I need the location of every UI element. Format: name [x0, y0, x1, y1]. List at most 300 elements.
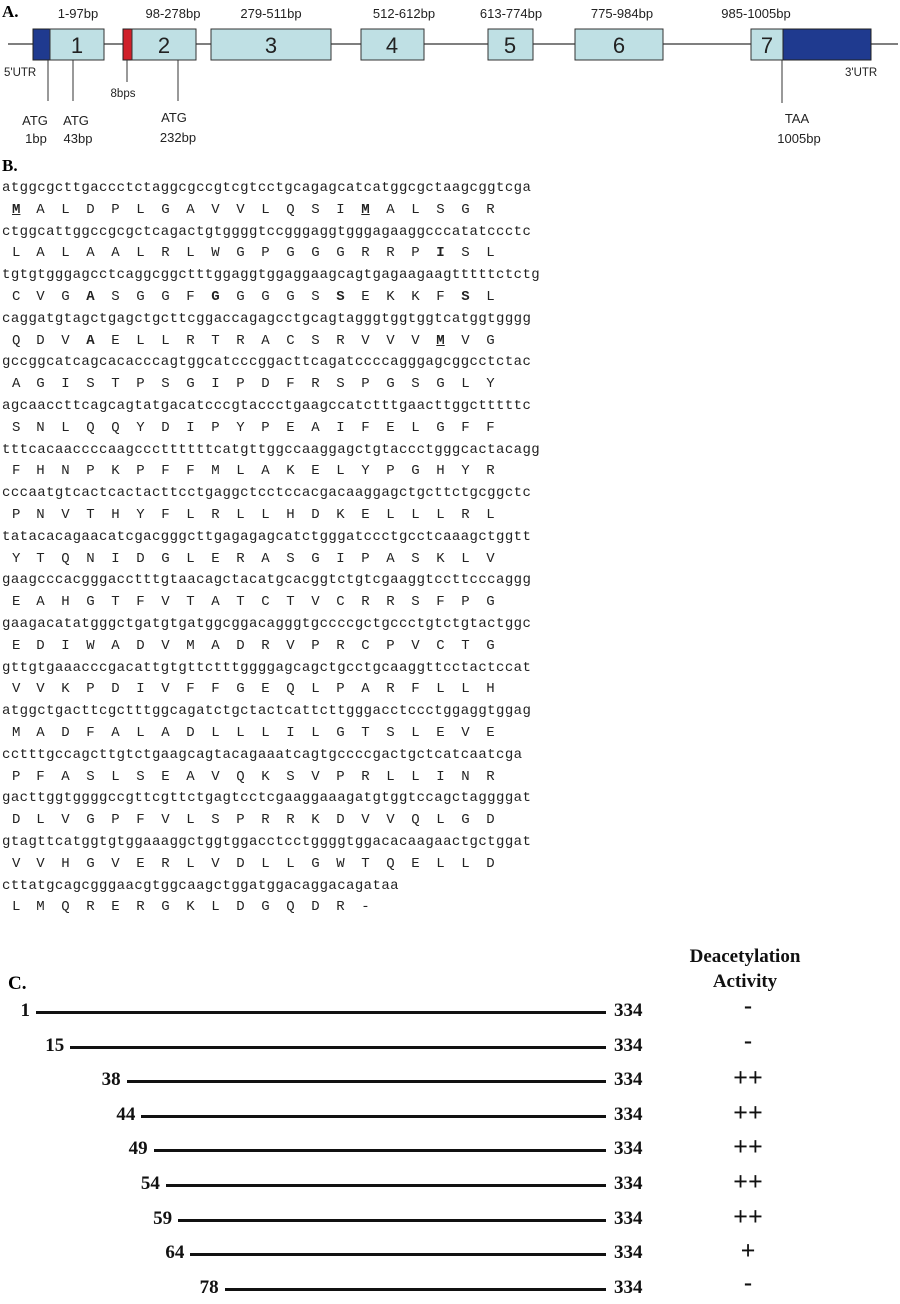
- panel-c-letter: C.: [8, 973, 27, 994]
- construct-end-number: 334: [614, 1207, 643, 1229]
- amino-acid: V: [211, 855, 220, 872]
- amino-acid: Q: [386, 855, 395, 872]
- protein-sequence-line: [2, 592, 540, 614]
- amino-acid: A: [261, 463, 270, 480]
- amino-acid: L: [311, 724, 320, 741]
- amino-acid: C: [436, 637, 445, 654]
- amino-acid: V: [111, 855, 120, 872]
- amino-acid: T: [186, 594, 195, 611]
- amino-acid: P: [261, 245, 270, 262]
- amino-acid: R: [236, 332, 245, 349]
- amino-acid: F: [411, 681, 420, 698]
- exon-6-range: 775-984bp: [590, 6, 654, 21]
- amino-acid: Q: [286, 899, 295, 916]
- dna-sequence-line: cctttgccagcttgtctgaagcagtacagaaatcagtgccccgactgctcatcaatcga: [2, 746, 523, 763]
- amino-acid: T: [86, 506, 95, 523]
- amino-acid: D: [486, 855, 495, 872]
- amino-acid: P: [86, 681, 95, 698]
- amino-acid: D: [311, 899, 320, 916]
- sequence-alignment: [2, 178, 540, 919]
- amino-acid: A: [111, 637, 120, 654]
- amino-acid: A: [261, 332, 270, 349]
- amino-acid: V: [161, 681, 170, 698]
- dna-sequence-line: gtagttcatggtgtggaaaggctggtggacctcctggggtggacacaagaactgctggat: [2, 833, 532, 850]
- amino-acid: V: [12, 681, 21, 698]
- exon-5: [480, 6, 542, 60]
- amino-acid: T: [236, 594, 245, 611]
- dna-sequence-line: gttgtgaaacccgacattgtgttctttggggagcagctgcctgcaaggttcctactccat: [2, 659, 532, 676]
- amino-acid: V: [161, 594, 170, 611]
- amino-acid: D: [486, 812, 495, 829]
- amino-acid: P: [136, 463, 145, 480]
- amino-acid: G: [86, 812, 95, 829]
- amino-acid: I: [136, 681, 145, 698]
- atg-43-pos: 43bp: [63, 131, 93, 146]
- amino-acid: P: [86, 463, 95, 480]
- utr3-box: [783, 29, 871, 60]
- amino-acid: G: [286, 288, 295, 305]
- amino-acid: S: [286, 550, 295, 567]
- amino-acid: H: [61, 594, 70, 611]
- amino-acid: P: [386, 637, 395, 654]
- amino-acid: L: [136, 201, 145, 218]
- amino-acid: E: [286, 419, 295, 436]
- amino-acid: G: [186, 376, 195, 393]
- amino-acid: S: [411, 594, 420, 611]
- amino-acid: A: [161, 724, 170, 741]
- exon-2: [132, 6, 200, 60]
- amino-acid: V: [211, 201, 220, 218]
- amino-acid: I: [436, 245, 445, 262]
- amino-acid: G: [411, 463, 420, 480]
- amino-acid: L: [211, 724, 220, 741]
- protein-sequence-line: [2, 287, 540, 309]
- amino-acid: V: [236, 201, 245, 218]
- construct-end-number: 334: [614, 1034, 643, 1056]
- construct-start-number: 54: [140, 1173, 160, 1194]
- amino-acid: L: [236, 463, 245, 480]
- exon-1-number: 1: [70, 33, 84, 58]
- amino-acid: G: [461, 812, 470, 829]
- amino-acid: G: [161, 550, 170, 567]
- amino-acid: T: [361, 855, 370, 872]
- amino-acid: P: [336, 768, 345, 785]
- amino-acid: N: [86, 550, 95, 567]
- amino-acid: T: [286, 594, 295, 611]
- amino-acid: L: [411, 201, 420, 218]
- amino-acid: Y: [486, 376, 495, 393]
- amino-acid: P: [311, 637, 320, 654]
- amino-acid: S: [436, 201, 445, 218]
- amino-acid: T: [36, 550, 45, 567]
- construct-end-number: 334: [614, 1103, 643, 1125]
- amino-acid: Q: [286, 681, 295, 698]
- amino-acid: L: [286, 855, 295, 872]
- amino-acid: L: [461, 681, 470, 698]
- amino-acid: E: [386, 419, 395, 436]
- taa-pos: 1005bp: [777, 131, 821, 146]
- amino-acid: S: [336, 288, 345, 305]
- exon-6-number: 6: [612, 33, 626, 58]
- amino-acid: H: [36, 463, 45, 480]
- amino-acid: H: [286, 506, 295, 523]
- amino-acid: F: [211, 681, 220, 698]
- amino-acid: L: [486, 245, 495, 262]
- amino-acid: L: [186, 812, 195, 829]
- amino-acid: L: [161, 332, 170, 349]
- construct-start-number: 59: [153, 1207, 173, 1229]
- amino-acid: E: [12, 637, 21, 654]
- construct-activity: -: [744, 993, 752, 1019]
- amino-acid: G: [486, 332, 495, 349]
- amino-acid: M: [36, 899, 45, 916]
- utr3-label: 3'UTR: [845, 67, 878, 79]
- amino-acid: P: [12, 506, 21, 523]
- amino-acid: L: [436, 855, 445, 872]
- construct-start-number: 38: [101, 1069, 121, 1091]
- amino-acid: G: [236, 288, 245, 305]
- construct-line: [178, 1219, 606, 1222]
- amino-acid: F: [136, 594, 145, 611]
- amino-acid: A: [111, 724, 120, 741]
- amino-acid: Y: [461, 463, 470, 480]
- amino-acid: I: [61, 637, 70, 654]
- amino-acid: W: [211, 245, 220, 262]
- dna-sequence-line: gaagacatatgggctgatgtgatggcggacagggtgccccgctgccctgtctgtactggc: [2, 615, 532, 632]
- amino-acid: A: [86, 288, 95, 305]
- amino-acid: S: [411, 550, 420, 567]
- amino-acid: D: [86, 201, 95, 218]
- amino-acid: R: [86, 899, 95, 916]
- amino-acid: V: [386, 332, 395, 349]
- amino-acid: R: [286, 812, 295, 829]
- exon-7: [721, 6, 790, 60]
- amino-acid: F: [361, 419, 370, 436]
- amino-acid: I: [436, 768, 445, 785]
- amino-acid: Y: [136, 419, 145, 436]
- amino-acid: K: [111, 463, 120, 480]
- amino-acid: Q: [411, 812, 420, 829]
- amino-acid: L: [461, 376, 470, 393]
- amino-acid: G: [211, 288, 220, 305]
- amino-acid: S: [461, 288, 470, 305]
- amino-acid: A: [12, 376, 21, 393]
- amino-acid: W: [336, 855, 345, 872]
- amino-acid: L: [261, 724, 270, 741]
- amino-acid: K: [411, 288, 420, 305]
- amino-acid: G: [486, 594, 495, 611]
- amino-acid: P: [136, 376, 145, 393]
- amino-acid: G: [436, 376, 445, 393]
- amino-acid: D: [336, 812, 345, 829]
- amino-acid: V: [61, 812, 70, 829]
- exon-5-range: 613-774bp: [479, 6, 543, 21]
- construct-line: [154, 1149, 606, 1152]
- exon-4-number: 4: [385, 33, 399, 58]
- amino-acid: T: [361, 724, 370, 741]
- amino-acid: G: [286, 245, 295, 262]
- amino-acid: P: [361, 550, 370, 567]
- amino-acid: G: [336, 724, 345, 741]
- dna-sequence-line: gaagcccacgggacctttgtaacagctacatgcacggtctgtcgaaggtccttcccaggg: [2, 572, 532, 589]
- amino-acid: R: [161, 855, 170, 872]
- amino-acid: E: [12, 594, 21, 611]
- amino-acid: Q: [61, 899, 70, 916]
- dna-sequence-line: gccggcatcagcacacccagtggcatcccggacttcagatccccagggagcggcctctac: [2, 354, 532, 371]
- amino-acid: L: [136, 245, 145, 262]
- amino-acid: D: [161, 419, 170, 436]
- amino-acid: G: [311, 550, 320, 567]
- protein-sequence-line: [2, 549, 540, 571]
- amino-acid: A: [211, 594, 220, 611]
- amino-acid: L: [61, 201, 70, 218]
- protein-sequence-line: [2, 767, 540, 789]
- amino-acid: S: [86, 768, 95, 785]
- amino-acid: L: [386, 768, 395, 785]
- protein-sequence-line: [2, 505, 540, 527]
- amino-acid: L: [186, 506, 195, 523]
- construct-activity: -: [744, 1269, 752, 1296]
- amino-acid: L: [486, 506, 495, 523]
- amino-acid: F: [161, 506, 170, 523]
- amino-acid: K: [186, 899, 195, 916]
- amino-acid: Y: [361, 463, 370, 480]
- dna-sequence-line: cttatgcagcgggaacgtggcaagctggatggacaggacagataa: [2, 877, 399, 894]
- amino-acid: G: [86, 855, 95, 872]
- amino-acid: E: [111, 332, 120, 349]
- amino-acid: A: [36, 201, 45, 218]
- amino-acid: L: [261, 506, 270, 523]
- amino-acid: Q: [111, 419, 120, 436]
- amino-acid: L: [186, 550, 195, 567]
- amino-acid: R: [361, 245, 370, 262]
- exon-3: [211, 6, 331, 60]
- amino-acid: P: [386, 463, 395, 480]
- amino-acid: H: [486, 681, 495, 698]
- protein-sequence-line: [2, 854, 540, 876]
- amino-acid: L: [186, 855, 195, 872]
- construct-activity: ++: [733, 1201, 763, 1231]
- amino-acid: E: [486, 724, 495, 741]
- amino-acid: P: [411, 245, 420, 262]
- amino-acid: H: [61, 855, 70, 872]
- amino-acid: Q: [236, 768, 245, 785]
- amino-acid: Q: [86, 419, 95, 436]
- amino-acid: P: [111, 812, 120, 829]
- amino-acid: R: [261, 637, 270, 654]
- amino-acid: P: [361, 376, 370, 393]
- amino-acid: I: [336, 201, 345, 218]
- amino-acid: A: [186, 201, 195, 218]
- amino-acid: M: [12, 201, 21, 218]
- amino-acid: R: [386, 245, 395, 262]
- amino-acid: Y: [12, 550, 21, 567]
- amino-acid: S: [161, 376, 170, 393]
- construct-start-number: 64: [165, 1242, 185, 1264]
- amino-acid: S: [336, 376, 345, 393]
- construct-end-number: 334: [614, 1138, 643, 1160]
- amino-acid: R: [361, 594, 370, 611]
- amino-acid: S: [111, 288, 120, 305]
- amino-acid: L: [136, 724, 145, 741]
- construct-start-number: 1: [20, 1000, 30, 1021]
- amino-acid: -: [361, 899, 370, 916]
- amino-acid: S: [136, 768, 145, 785]
- construct-activity: ++: [733, 1063, 763, 1093]
- amino-acid: V: [411, 637, 420, 654]
- amino-acid: L: [61, 419, 70, 436]
- protein-sequence-line: [2, 461, 540, 483]
- amino-acid: D: [236, 855, 245, 872]
- amino-acid: E: [261, 681, 270, 698]
- amino-acid: A: [61, 768, 70, 785]
- protein-sequence-line: [2, 810, 540, 832]
- protein-sequence-line: [2, 723, 540, 745]
- amino-acid: E: [211, 550, 220, 567]
- panel-b-letter: B.: [2, 156, 18, 175]
- amino-acid: D: [36, 332, 45, 349]
- amino-acid: G: [236, 245, 245, 262]
- insert-8bp-box: [123, 29, 132, 60]
- amino-acid: I: [286, 724, 295, 741]
- amino-acid: V: [486, 550, 495, 567]
- amino-acid: A: [36, 245, 45, 262]
- amino-acid: P: [336, 681, 345, 698]
- amino-acid: P: [211, 419, 220, 436]
- amino-acid: A: [261, 550, 270, 567]
- activity-header-line2: Activity: [712, 971, 778, 992]
- amino-acid: A: [111, 245, 120, 262]
- amino-acid: L: [261, 201, 270, 218]
- dna-sequence-line: agcaaccttcagcagtatgacatcccgtaccctgaagccatctttgaacttggctttttc: [2, 397, 532, 414]
- amino-acid: C: [261, 594, 270, 611]
- activity-header-line1: Deacetylation: [689, 946, 801, 967]
- construct-line: [127, 1080, 606, 1083]
- amino-acid: G: [386, 376, 395, 393]
- amino-acid: K: [261, 768, 270, 785]
- exon-7-number: 7: [760, 33, 774, 58]
- amino-acid: C: [286, 332, 295, 349]
- dna-sequence-line: atggcgcttgaccctctaggcgccgtcgtcctgcagagcatcatggcgctaagcggtcga: [2, 180, 532, 196]
- amino-acid: E: [311, 463, 320, 480]
- amino-acid: V: [211, 768, 220, 785]
- amino-acid: V: [36, 855, 45, 872]
- exon-3-range: 279-511bp: [240, 6, 302, 21]
- amino-acid: I: [186, 419, 195, 436]
- protein-sequence-line: [2, 331, 540, 353]
- amino-acid: R: [311, 376, 320, 393]
- amino-acid: R: [336, 637, 345, 654]
- amino-acid: F: [12, 463, 21, 480]
- construct-activity: ++: [733, 1132, 763, 1162]
- amino-acid: L: [336, 463, 345, 480]
- activity-header: [672, 944, 818, 994]
- exon-1: [50, 6, 104, 60]
- amino-acid: S: [286, 768, 295, 785]
- amino-acid: K: [336, 506, 345, 523]
- gene-structure-diagram: [0, 0, 900, 158]
- amino-acid: F: [461, 419, 470, 436]
- amino-acid: S: [311, 288, 320, 305]
- amino-acid: G: [486, 637, 495, 654]
- amino-acid: E: [361, 288, 370, 305]
- amino-acid: V: [286, 637, 295, 654]
- amino-acid: D: [236, 899, 245, 916]
- amino-acid: E: [161, 768, 170, 785]
- amino-acid: L: [311, 681, 320, 698]
- amino-acid: P: [111, 201, 120, 218]
- amino-acid: E: [436, 724, 445, 741]
- amino-acid: L: [61, 245, 70, 262]
- amino-acid: V: [61, 506, 70, 523]
- amino-acid: F: [486, 419, 495, 436]
- utr5-box: [33, 29, 50, 60]
- amino-acid: R: [486, 201, 495, 218]
- amino-acid: G: [336, 245, 345, 262]
- amino-acid: K: [436, 550, 445, 567]
- amino-acid: G: [236, 681, 245, 698]
- amino-acid: E: [136, 855, 145, 872]
- construct-start-number: 44: [116, 1103, 136, 1125]
- amino-acid: L: [12, 899, 21, 916]
- amino-acid: D: [186, 724, 195, 741]
- amino-acid: F: [136, 812, 145, 829]
- amino-acid: I: [111, 550, 120, 567]
- exon-5-number: 5: [503, 33, 517, 58]
- amino-acid: F: [186, 288, 195, 305]
- amino-acid: E: [411, 855, 420, 872]
- atg-232-pos: 232bp: [159, 130, 197, 145]
- amino-acid: V: [461, 332, 470, 349]
- atg-1-pos: 1bp: [25, 131, 47, 146]
- amino-acid: E: [361, 506, 370, 523]
- amino-acid: V: [12, 855, 21, 872]
- amino-acid: D: [136, 550, 145, 567]
- panel-a-letter: A.: [2, 2, 19, 21]
- construct-end-number: 334: [614, 1000, 643, 1021]
- amino-acid: Q: [12, 332, 21, 349]
- amino-acid: D: [36, 637, 45, 654]
- amino-acid: F: [161, 463, 170, 480]
- amino-acid: L: [411, 724, 420, 741]
- amino-acid: R: [136, 899, 145, 916]
- amino-acid: A: [36, 594, 45, 611]
- amino-acid: R: [386, 681, 395, 698]
- amino-acid: F: [86, 724, 95, 741]
- amino-acid: I: [336, 419, 345, 436]
- exon-6: [575, 6, 663, 60]
- amino-acid: C: [336, 594, 345, 611]
- amino-acid: S: [386, 724, 395, 741]
- construct-end-number: 334: [614, 1069, 643, 1091]
- utr5-label: 5'UTR: [4, 67, 37, 79]
- dna-sequence-line: tgtgtgggagcctcaggcggctttggaggtggaggaagcagtgagaagaagtttttctctg: [2, 267, 541, 284]
- amino-acid: Y: [236, 419, 245, 436]
- amino-acid: D: [12, 812, 21, 829]
- construct-line: [225, 1288, 606, 1291]
- amino-acid: F: [186, 681, 195, 698]
- amino-acid: G: [436, 419, 445, 436]
- construct-line: [70, 1046, 606, 1049]
- amino-acid: S: [86, 376, 95, 393]
- construct-line: [141, 1115, 606, 1118]
- amino-acid: I: [61, 376, 70, 393]
- protein-sequence-line: [2, 243, 540, 265]
- amino-acid: R: [161, 245, 170, 262]
- amino-acid: T: [461, 637, 470, 654]
- amino-acid: F: [436, 288, 445, 305]
- construct-activity: ++: [733, 1167, 763, 1196]
